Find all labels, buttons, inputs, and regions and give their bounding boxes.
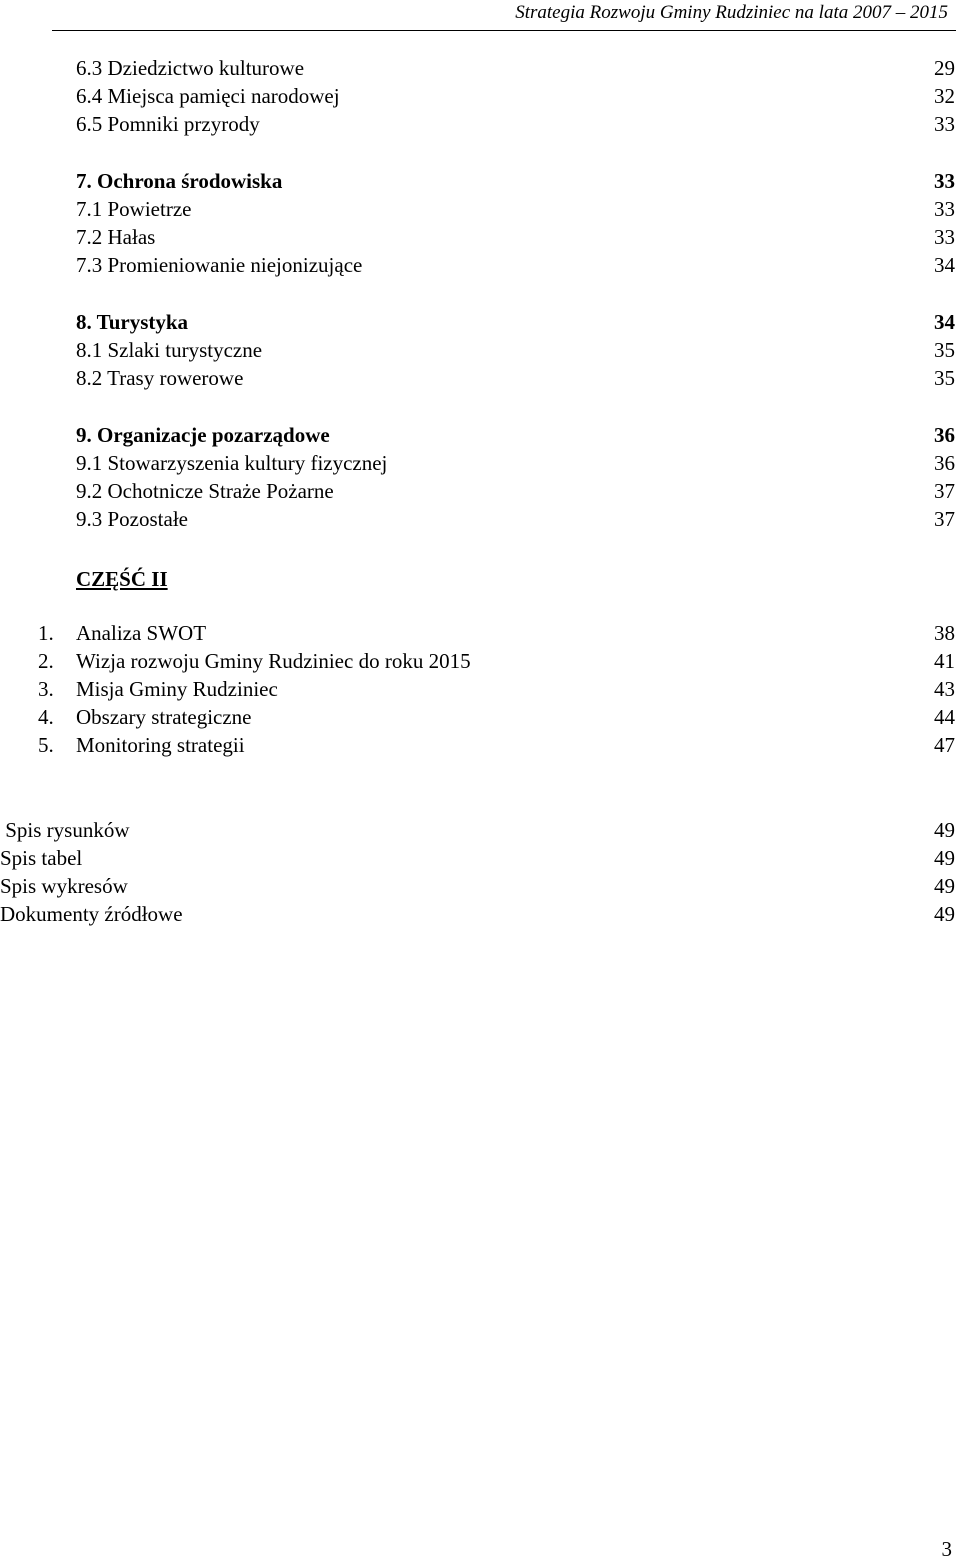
toc-entry-page: 49 (934, 846, 955, 870)
toc-entry-page: 29 (934, 56, 955, 80)
toc-entry-page: 35 (934, 338, 955, 362)
toc-entry-label (38, 675, 278, 703)
toc-entry-text: Obszary strategiczne (76, 705, 252, 729)
toc-entry-page: 35 (934, 366, 955, 390)
toc-entry-number: 3. (38, 677, 54, 701)
toc-entry-label: 9.1 Stowarzyszenia kultury fizycznej (76, 451, 388, 475)
toc-entry-label: 6.5 Pomniki przyrody (76, 112, 260, 136)
toc-entry-label: Spis rysunków (0, 818, 130, 842)
toc-entry-page: 49 (934, 874, 955, 898)
toc-entry-label: 8.2 Trasy rowerowe (76, 366, 244, 390)
toc-entry-label: 7.1 Powietrze (76, 197, 192, 221)
toc-entry[interactable] (76, 82, 955, 110)
toc-entry[interactable] (76, 505, 955, 533)
toc-entry[interactable] (76, 54, 955, 82)
toc-entry[interactable] (0, 900, 955, 928)
toc-entry-page: 44 (934, 705, 955, 729)
toc-entry[interactable] (38, 619, 955, 647)
header-rule (52, 30, 956, 31)
toc-entry-page: 38 (934, 621, 955, 645)
toc-entry[interactable] (38, 703, 955, 731)
toc-entry-text: Analiza SWOT (76, 621, 207, 645)
toc-entry[interactable] (76, 477, 955, 505)
toc-entry-page: 49 (934, 818, 955, 842)
toc-entry[interactable] (0, 844, 955, 872)
toc-entry-page: 36 (934, 423, 955, 447)
toc-entry-page: 34 (934, 310, 955, 334)
toc-entry-label: Spis wykresów (0, 874, 128, 898)
toc-entry-number: 2. (38, 649, 54, 673)
toc-entry[interactable] (76, 251, 955, 279)
toc-entry-number: 5. (38, 733, 54, 757)
toc-entry-label: 7.2 Hałas (76, 225, 156, 249)
toc-entry-page: 33 (934, 169, 955, 193)
toc-entry[interactable] (76, 195, 955, 223)
toc-entry-label: 9.3 Pozostałe (76, 507, 188, 531)
toc-entry-label: 9.2 Ochotnicze Straże Pożarne (76, 479, 334, 503)
toc-entry-label: 9. Organizacje pozarządowe (76, 423, 330, 447)
page-number: 3 (941, 1537, 952, 1561)
toc-entry-page: 32 (934, 84, 955, 108)
toc-entry-label: 6.3 Dziedzictwo kulturowe (76, 56, 305, 80)
toc-entry-page: 34 (934, 253, 955, 277)
toc-entry[interactable] (76, 364, 955, 392)
toc-entry-page: 36 (934, 451, 955, 475)
toc-entry[interactable] (38, 647, 955, 675)
toc-entry[interactable] (0, 816, 955, 844)
toc-entry[interactable] (76, 223, 955, 251)
toc-entry-number: 1. (38, 621, 54, 645)
toc-entry[interactable] (38, 675, 955, 703)
toc-section-heading[interactable] (76, 167, 955, 195)
toc-entry-label (38, 703, 252, 731)
toc-section-heading[interactable] (76, 421, 955, 449)
toc-entry-page: 37 (934, 479, 955, 503)
toc-entry[interactable] (76, 110, 955, 138)
toc-entry[interactable] (76, 449, 955, 477)
toc-entry-page: 37 (934, 507, 955, 531)
toc-entry-page: 33 (934, 197, 955, 221)
toc-entry-label: Spis tabel (0, 846, 83, 870)
toc-section-heading[interactable] (76, 308, 955, 336)
toc-entry-label: 7. Ochrona środowiska (76, 169, 283, 193)
toc-entry[interactable] (0, 872, 955, 900)
toc-entry-label (38, 731, 245, 759)
toc-entry-label: 8.1 Szlaki turystyczne (76, 338, 263, 362)
part-two-heading: CZĘŚĆ II (76, 567, 168, 591)
running-header: Strategia Rozwoju Gminy Rudziniec na lata 2007 – 2015 (515, 2, 948, 23)
toc-entry-number: 4. (38, 705, 54, 729)
toc-entry-page: 47 (934, 733, 955, 757)
toc-entry-page: 49 (934, 902, 955, 926)
toc-entry-label: 7.3 Promieniowanie niejonizujące (76, 253, 363, 277)
toc-entry[interactable] (38, 731, 955, 759)
toc-entry-label: 6.4 Miejsca pamięci narodowej (76, 84, 340, 108)
toc-entry-text: Monitoring strategii (76, 733, 245, 757)
toc-entry-page: 43 (934, 677, 955, 701)
toc-entry-text: Wizja rozwoju Gminy Rudziniec do roku 2015 (76, 649, 471, 673)
toc-entry-label (38, 647, 471, 675)
toc-entry-text: Misja Gminy Rudziniec (76, 677, 278, 701)
toc-entry[interactable] (76, 336, 955, 364)
toc-entry-label (38, 619, 206, 647)
toc-entry-label: Dokumenty źródłowe (0, 902, 183, 926)
toc-entry-page: 41 (934, 649, 955, 673)
toc-entry-label: 8. Turystyka (76, 310, 189, 334)
toc-entry-page: 33 (934, 112, 955, 136)
toc-entry-page: 33 (934, 225, 955, 249)
